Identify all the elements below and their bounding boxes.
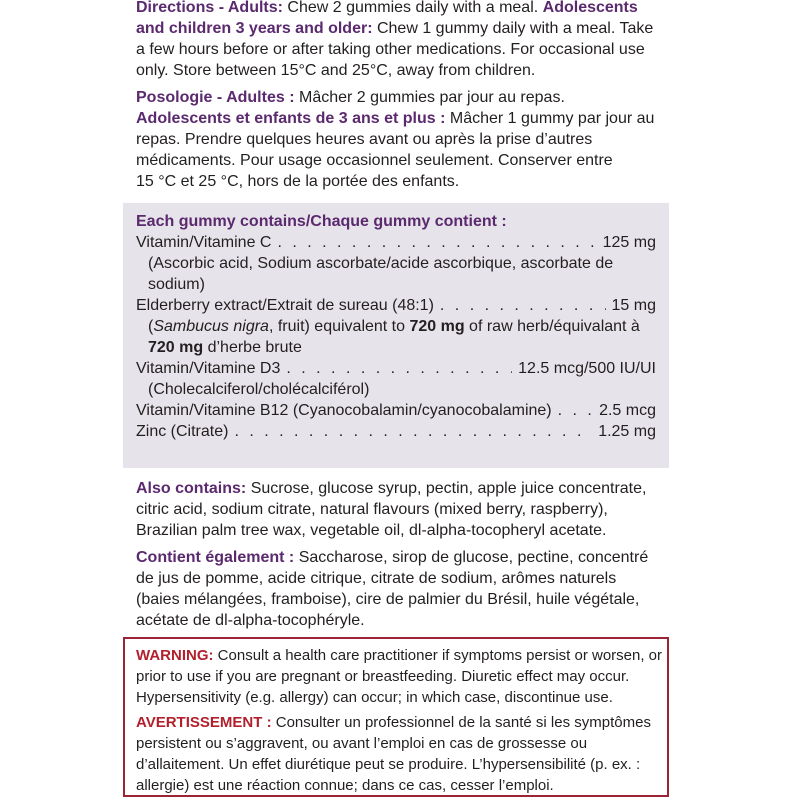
leader-dots	[440, 295, 606, 316]
directions-fr-text-2: Mâcher 1 gummy par jour au repas. Prendre quelques heures avant ou après la prise d’autres médicaments. Pour usage occasionnel seulement. Conserver entre	[136, 110, 655, 169]
warning-text: Consult a health care practitioner if symptoms persist or worsen, or prior to use if you are pregnant or breastfeeding. Diuretic effect may occur. Hypersensitivity (e.g. allergy) can occur; in which case, discontinue use.	[136, 647, 663, 706]
directions-fr-text-1: Mâcher 2 gummies par jour au repas.	[298, 89, 565, 106]
ingredient-detail: (Cholecalciferol/cholécalciférol)	[148, 381, 370, 398]
contient-heading: Contient également :	[136, 549, 295, 566]
ingredient-label: Vitamin/Vitamine B12 (Cyanocobalamin/cyanocobalamine)	[136, 402, 552, 419]
also-contains-fr	[136, 547, 656, 631]
directions-fr-heading: Posologie - Adultes :	[136, 89, 295, 106]
directions-en	[136, 0, 656, 81]
warning-heading: WARNING:	[136, 647, 214, 664]
directions-fr	[136, 87, 656, 192]
directions-en-heading-2: Adolescents and children 3 years and older:	[136, 0, 638, 37]
detail-text: d’herbe brute	[203, 339, 302, 356]
ingredient-label: Zinc (Citrate)	[136, 423, 229, 440]
detail-text: , fruit) equivalent to	[268, 318, 410, 335]
directions-fr-heading-2: Adolescents et enfants de 3 ans et plus :	[136, 110, 446, 127]
also-contains-section	[136, 478, 656, 631]
ingredient-row	[136, 295, 656, 316]
warning-fr	[136, 712, 666, 796]
ingredients-section	[136, 211, 656, 442]
ingredient-amount: 12.5 mcg/500 IU/UI	[518, 360, 656, 377]
also-contains-en	[136, 478, 656, 541]
detail-bold: 720 mg	[409, 318, 465, 335]
ingredient-label: Vitamin/Vitamine C	[136, 234, 272, 251]
ingredient-detail: (Sambucus nigra, fruit) equivalent to 720 mg of raw herb/équivalant à 720 mg d’herbe brute	[148, 318, 640, 356]
leader-dots	[277, 232, 596, 253]
warning-section	[136, 645, 666, 796]
avertissement-heading: AVERTISSEMENT :	[136, 714, 272, 731]
leader-dots	[558, 400, 593, 421]
ingredient-row	[136, 232, 656, 253]
latin-name: Sambucus nigra	[153, 318, 269, 335]
directions-en-heading: Directions - Adults:	[136, 0, 283, 16]
warning-en	[136, 645, 666, 708]
directions-fr-text-3: 15 °C et 25 °C, hors de la portée des enfants.	[136, 173, 460, 190]
ingredient-row	[136, 400, 656, 421]
leader-dots	[286, 358, 512, 379]
directions-en-text-2: Chew 1 gummy daily with a meal. Take a few hours before or after taking other medications. For occasional use only. Store between 15°C and 25°C, away from children.	[136, 20, 654, 79]
directions-section	[136, 0, 656, 192]
leader-dots	[234, 421, 592, 442]
ingredient-label: Vitamin/Vitamine D3	[136, 360, 281, 377]
ingredient-label: Elderberry extract/Extrait de sureau (48:1)	[136, 297, 434, 314]
also-contains-text: Sucrose, glucose syrup, pectin, apple juice concentrate, citric acid, sodium citrate, natural flavours (mixed berry, raspberry), Brazilian palm tree wax, vegetable oil, dl-alpha-tocopheryl acetate.	[136, 480, 647, 539]
ingredients-heading: Each gummy contains/Chaque gummy contient :	[136, 213, 507, 230]
detail-bold: 720 mg	[148, 339, 204, 356]
ingredient-amount: 2.5 mcg	[599, 402, 656, 419]
detail-text: of raw herb/équivalant à	[464, 318, 640, 335]
avertissement-text: Consulter un professionnel de la santé si les symptômes persistent ou s’aggravent, ou avant l’emploi en cas de grossesse ou d’allaitement. Un effet diurétique peut se produire. L’hypersensibilité (p. ex. : allergie) est une réaction connue; dans ce cas, cesser l’emploi.	[136, 714, 651, 794]
also-contains-heading: Also contains:	[136, 480, 247, 497]
ingredient-amount: 1.25 mg	[598, 423, 656, 440]
ingredient-amount: 125 mg	[602, 234, 656, 251]
ingredient-row	[136, 421, 656, 442]
ingredient-row	[136, 358, 656, 379]
contient-text: Saccharose, sirop de glucose, pectine, concentré de jus de pomme, acide citrique, citrate de sodium, arômes naturels (baies mélangées, framboise), cire de palmier du Brésil, huile végétale, acétate de dl-alpha-tocophéryle.	[136, 549, 649, 629]
ingredient-detail: (Ascorbic acid, Sodium ascorbate/acide ascorbique, ascorbate de sodium)	[148, 255, 614, 293]
ingredient-amount: 15 mg	[611, 297, 656, 314]
directions-en-text-1: Chew 2 gummies daily with a meal.	[287, 0, 539, 16]
